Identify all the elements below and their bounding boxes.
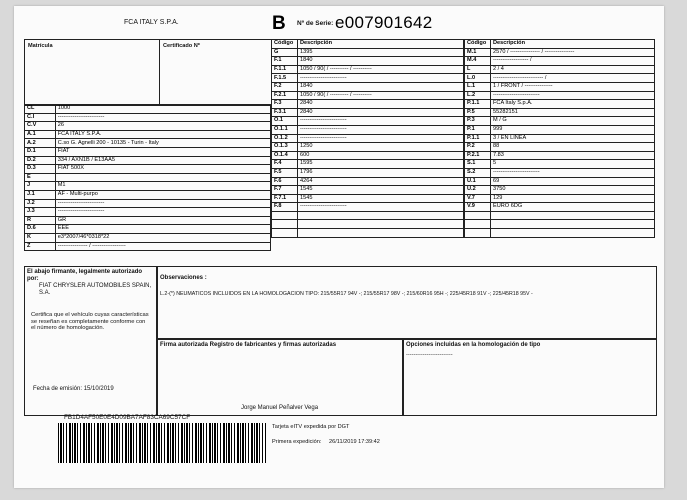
right-row (465, 134, 655, 143)
right-value: 5 (491, 160, 655, 169)
right-row (465, 117, 655, 126)
mid-row (272, 48, 464, 57)
left-value: 1000 (55, 105, 270, 114)
mid-row (272, 203, 464, 212)
right-row (465, 82, 655, 91)
left-row (25, 225, 271, 234)
right-code: P.1.1 (465, 100, 491, 109)
right-code: L.1 (465, 82, 491, 91)
opciones-label: Opciones incluidas en la homologación de tipo (406, 342, 541, 348)
observaciones-label: Observaciones : (160, 275, 207, 281)
right-code: V.7 (465, 194, 491, 203)
mid-code: F.8 (272, 203, 298, 212)
mid-value: ------------------------- (298, 125, 464, 134)
mid-row (272, 168, 464, 177)
mid-value: 1050 / 90( / ---------- / ---------- (298, 91, 464, 100)
mid-code: F.1.1 (272, 65, 298, 74)
left-code: R (25, 216, 56, 225)
right-value: 69 (491, 177, 655, 186)
left-row (25, 139, 271, 148)
left-code: D.2 (25, 156, 56, 165)
left-row (25, 182, 271, 191)
right-value: --------------------------- / (491, 74, 655, 83)
right-code (465, 229, 491, 238)
mid-code: F.6 (272, 177, 298, 186)
right-value: 88 (491, 143, 655, 152)
left-row (25, 122, 271, 131)
mid-row (272, 220, 464, 229)
right-row (465, 108, 655, 117)
right-code: U.1 (465, 177, 491, 186)
primera-label: Primera expedición: (272, 439, 322, 445)
tarjeta-text: Tarjeta eITV expedida por DGT (272, 424, 350, 430)
left-row (25, 242, 271, 251)
mid-row (272, 211, 464, 220)
right-value: 999 (491, 125, 655, 134)
right-row (465, 143, 655, 152)
right-value: 129 (491, 194, 655, 203)
right-row (465, 194, 655, 203)
barcode-text: FB1D4AF50E0E4D09BA7AF83CA69C57CF (64, 414, 191, 421)
right-row (465, 168, 655, 177)
mid-code: F.7 (272, 186, 298, 195)
left-data-table (24, 104, 271, 251)
opciones-box (402, 338, 657, 416)
mid-code: F.7.1 (272, 194, 298, 203)
mid-value (298, 211, 464, 220)
mid-row (272, 108, 464, 117)
mid-code (272, 220, 298, 229)
fecha-emision: Fecha de emisión: 15/10/2019 (33, 386, 114, 392)
right-code: P.1.1 (465, 134, 491, 143)
left-value: EEE (55, 225, 270, 234)
primera-value: 26/11/2019 17:39:42 (329, 439, 380, 445)
left-row (25, 156, 271, 165)
mid-row (272, 151, 464, 160)
right-row (465, 177, 655, 186)
left-row (25, 208, 271, 217)
left-code: K (25, 233, 56, 242)
left-value: ------------------------- (55, 113, 270, 122)
mid-row (272, 229, 464, 238)
right-code: L.0 (465, 74, 491, 83)
matricula-box (24, 39, 272, 106)
left-row (25, 113, 271, 122)
right-value: EURO 6DG (491, 203, 655, 212)
right-row (465, 220, 655, 229)
left-row (25, 147, 271, 156)
left-row (25, 173, 271, 182)
observaciones-text: L.2-(*) NEUMATICOS INCLUIDOS EN LA HOMOLOGACION TIPO: 215/55R17 94V -; 215/55R17 98V -; 215/60R16 95H -; 225/45R18 91V -; 225/45R18 95V - (160, 291, 533, 297)
right-value: 2 / 4 (491, 65, 655, 74)
mid-value: ------------------------- (298, 134, 464, 143)
mid-value: 1545 (298, 186, 464, 195)
right-row (465, 151, 655, 160)
mid-code: F.4 (272, 160, 298, 169)
mid-value: 1595 (298, 160, 464, 169)
right-value: ------------------------- (491, 168, 655, 177)
mid-code: G (272, 48, 298, 57)
mid-value: 1840 (298, 82, 464, 91)
left-value: FIAT 500X (55, 165, 270, 174)
left-code: J.2 (25, 199, 56, 208)
mid-code: O.1.2 (272, 134, 298, 143)
right-descripcion-header: Descripción (491, 40, 655, 49)
mid-codigo-header: Código (272, 40, 298, 49)
left-value: GR (55, 216, 270, 225)
certifica-text: Certifica que el vehículo cuyas características se reseñan es completamente conforme con el número de homologación. (31, 312, 149, 332)
mid-code: F.3 (272, 100, 298, 109)
mid-row (272, 57, 464, 66)
mid-code: F.5 (272, 168, 298, 177)
mid-row (272, 194, 464, 203)
right-code: P.1 (465, 125, 491, 134)
mid-code: F.2.1 (272, 91, 298, 100)
certificado-label: Certificado Nº (163, 43, 200, 49)
right-row (465, 125, 655, 134)
right-row (465, 74, 655, 83)
mid-value: 600 (298, 151, 464, 160)
mid-code: O.1.1 (272, 125, 298, 134)
right-value: ------------------------- (491, 91, 655, 100)
left-row (25, 105, 271, 114)
mid-value: ------------------------- (298, 74, 464, 83)
right-value: 2570 / ---------------- / ---------------- (491, 48, 655, 57)
right-row (465, 160, 655, 169)
mid-code (272, 229, 298, 238)
mid-row (272, 82, 464, 91)
right-value: 1 / FRONT / --------------- (491, 82, 655, 91)
mid-row (272, 177, 464, 186)
left-row (25, 199, 271, 208)
firma-box (156, 338, 404, 416)
right-code: M.4 (465, 57, 491, 66)
left-code: D.1 (25, 147, 56, 156)
mid-row (272, 186, 464, 195)
signer-name: Jorge Manuel Peñalver Vega (241, 405, 319, 411)
mid-value (298, 220, 464, 229)
left-value: M1 (55, 182, 270, 191)
mid-value: 1395 (298, 48, 464, 57)
right-code: L (465, 65, 491, 74)
mid-code: O.1 (272, 117, 298, 126)
right-code: V.9 (465, 203, 491, 212)
right-value: FCA Italy S.p.A. (491, 100, 655, 109)
left-row (25, 165, 271, 174)
mid-value: ------------------------- (298, 117, 464, 126)
left-code: A.2 (25, 139, 56, 148)
right-code (465, 220, 491, 229)
mid-row (272, 91, 464, 100)
mid-row (272, 65, 464, 74)
mid-value: 2840 (298, 100, 464, 109)
left-value: FCA ITALY S.P.A. (55, 130, 270, 139)
firma-label: Firma autorizada Registro de fabricantes y firmas autorizadas (160, 342, 337, 348)
left-code: D.3 (25, 165, 56, 174)
signer-title: El abajo firmante, legalmente autorizado por: (27, 269, 143, 282)
mid-value: 1796 (298, 168, 464, 177)
right-row (465, 57, 655, 66)
mid-row (272, 125, 464, 134)
mid-value (298, 229, 464, 238)
right-code: S.1 (465, 160, 491, 169)
right-row (465, 186, 655, 195)
mid-code: F.1.5 (272, 74, 298, 83)
mid-descripcion-header: Descripción (298, 40, 464, 49)
mid-row (272, 74, 464, 83)
left-code: C.I (25, 113, 56, 122)
mid-value: 1840 (298, 57, 464, 66)
left-value: 334 / AXN1B / E13AA5 (55, 156, 270, 165)
right-row (465, 229, 655, 238)
right-row (465, 65, 655, 74)
observaciones-box (156, 266, 657, 340)
mid-code: F.3.1 (272, 108, 298, 117)
mid-value: 1250 (298, 143, 464, 152)
company-header: FCA ITALY S.P.A. (124, 19, 179, 26)
left-code: J.1 (25, 190, 56, 199)
left-value: FIAT (55, 147, 270, 156)
right-row (465, 48, 655, 57)
left-row (25, 190, 271, 199)
right-code: S.2 (465, 168, 491, 177)
mid-value: ------------------------- (298, 203, 464, 212)
serie-label: Nº de Serie: (297, 20, 334, 27)
right-value (491, 211, 655, 220)
right-row (465, 100, 655, 109)
right-codigo-header: Código (465, 40, 491, 49)
left-row (25, 130, 271, 139)
right-code (465, 211, 491, 220)
left-code: C.V (25, 122, 56, 131)
right-value: 55282151 (491, 108, 655, 117)
left-code: J (25, 182, 56, 191)
right-code: U.2 (465, 186, 491, 195)
left-row (25, 233, 271, 242)
mid-row (272, 143, 464, 152)
right-value: 7.83 (491, 151, 655, 160)
right-row (465, 203, 655, 212)
itv-card-sheet (14, 6, 664, 488)
mid-row (272, 100, 464, 109)
right-value: M / G (491, 117, 655, 126)
left-value: ------------------------- (55, 199, 270, 208)
card-letter: B (272, 13, 286, 34)
right-code: P.5 (465, 108, 491, 117)
mid-value: 4264 (298, 177, 464, 186)
mid-row (272, 160, 464, 169)
barcode-icon (58, 423, 266, 463)
left-value: AF - Multi-purpo (55, 190, 270, 199)
left-value: ---------------- / ------------------ (55, 242, 270, 251)
left-value: e3*2007/46*0318*22 (55, 233, 270, 242)
left-code: D.6 (25, 225, 56, 234)
right-code: P.3 (465, 117, 491, 126)
left-value: 26 (55, 122, 270, 131)
left-value: ------------------------- (55, 208, 270, 217)
signer-company: FIAT CHRYSLER AUTOMOBILES SPAIN, S.A. (39, 283, 152, 296)
right-value: 3 / EN LINEA (491, 134, 655, 143)
right-code: P.2.1 (465, 151, 491, 160)
left-code: J.3 (25, 208, 56, 217)
opciones-value: ------------------------- (406, 352, 453, 358)
left-value: C.so G. Agnelli 200 - 10135 - Turin - Italy (55, 139, 270, 148)
right-value: ------------------- / (491, 57, 655, 66)
mid-code: O.1.3 (272, 143, 298, 152)
right-row (465, 211, 655, 220)
serie-number: e007901642 (335, 13, 433, 32)
right-value: 3750 (491, 186, 655, 195)
mid-value: 1545 (298, 194, 464, 203)
left-code: CL (25, 105, 56, 114)
left-value (55, 173, 270, 182)
mid-code: F.1 (272, 57, 298, 66)
mid-data-table (271, 39, 464, 238)
mid-value: 2840 (298, 108, 464, 117)
mid-code: F.2 (272, 82, 298, 91)
right-code: P.2 (465, 143, 491, 152)
mid-value: 1050 / 90( / ---------- / ---------- (298, 65, 464, 74)
left-code: A.1 (25, 130, 56, 139)
left-code: Z (25, 242, 56, 251)
right-data-table (464, 39, 655, 238)
right-value (491, 220, 655, 229)
signer-box (24, 266, 158, 416)
left-row (25, 216, 271, 225)
mid-row (272, 117, 464, 126)
matricula-label: Matrícula (28, 43, 53, 49)
right-row (465, 91, 655, 100)
mid-code: O.1.4 (272, 151, 298, 160)
right-code: M.1 (465, 48, 491, 57)
right-code: L.2 (465, 91, 491, 100)
mid-row (272, 134, 464, 143)
mid-code (272, 211, 298, 220)
right-value (491, 229, 655, 238)
left-code: E (25, 173, 56, 182)
